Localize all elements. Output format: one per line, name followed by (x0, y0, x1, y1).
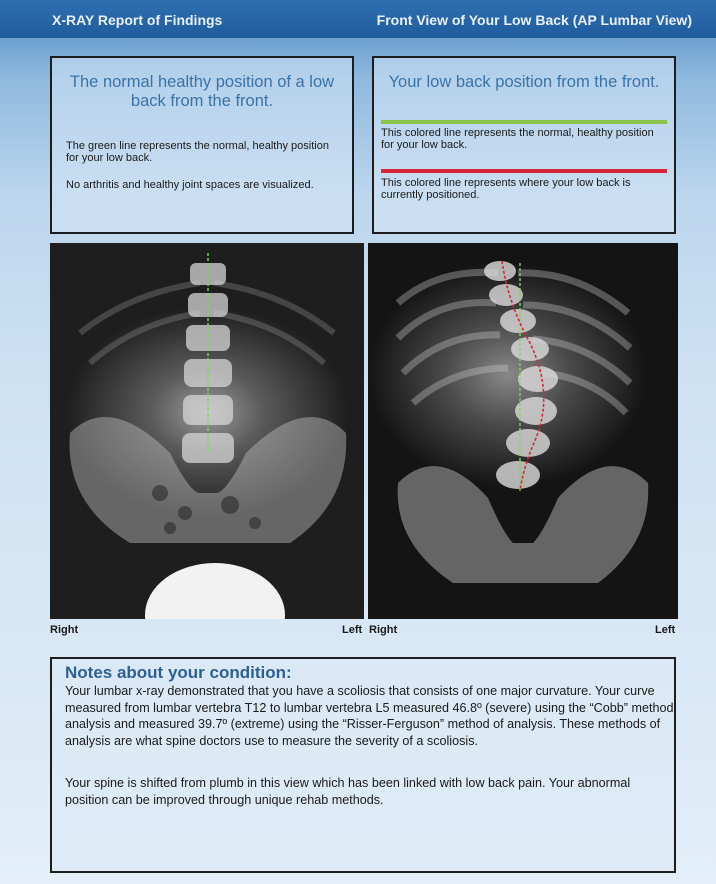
green-line-legend (381, 120, 667, 124)
left-xray-right-label: Right (50, 624, 79, 636)
green-line-text: This colored line represents the normal, healthy position for your low back. (381, 127, 654, 151)
red-line-text: This colored line represents where your low back is currently positioned. (381, 177, 631, 201)
view-title: Front View of Your Low Back (AP Lumbar View) (376, 12, 692, 28)
left-xray-left-label: Left (342, 624, 363, 636)
right-xray-right-label: Right (369, 624, 398, 636)
your-position-box (372, 56, 676, 234)
notes-title: Notes about your condition: (65, 663, 292, 682)
report-header (0, 0, 716, 38)
your-position-title: Your low back position from the front. (388, 73, 660, 91)
condition-notes-box (50, 657, 676, 873)
scoliosis-xray-drawing (368, 243, 678, 619)
red-line-legend (381, 169, 667, 173)
right-xray-left-label: Left (655, 624, 676, 636)
normal-position-box (50, 56, 354, 234)
report-title: X-RAY Report of Findings (52, 12, 223, 28)
normal-green-line-text: The green line represents the normal, healthy position for your low back. (66, 140, 329, 164)
scoliosis-xray-image (368, 243, 678, 619)
normal-position-title: The normal healthy position of a low back from the front. (69, 73, 335, 110)
normal-joint-text: No arthritis and healthy joint spaces are visualized. (66, 179, 314, 191)
notes-paragraph-1: Your lumbar x-ray demonstrated that you have a scoliosis that consists of one major curvature. Your curve measured from lumbar vertebra T12 to lumbar vertebra L5 measured 46.8º (severe) using the “Cobb” method analysis and measured 39.7º (extreme) using the “Risser-Ferguson” method of analysis. These methods of analysis are what spine doctors use to measure the severity of a scoliosis. (65, 684, 674, 748)
notes-paragraph-2: Your spine is shifted from plumb in this view which has been linked with low back pain. Your abnormal position can be improved through unique rehab methods. (65, 776, 631, 807)
normal-xray-image (50, 243, 364, 619)
normal-xray-drawing (50, 243, 364, 619)
